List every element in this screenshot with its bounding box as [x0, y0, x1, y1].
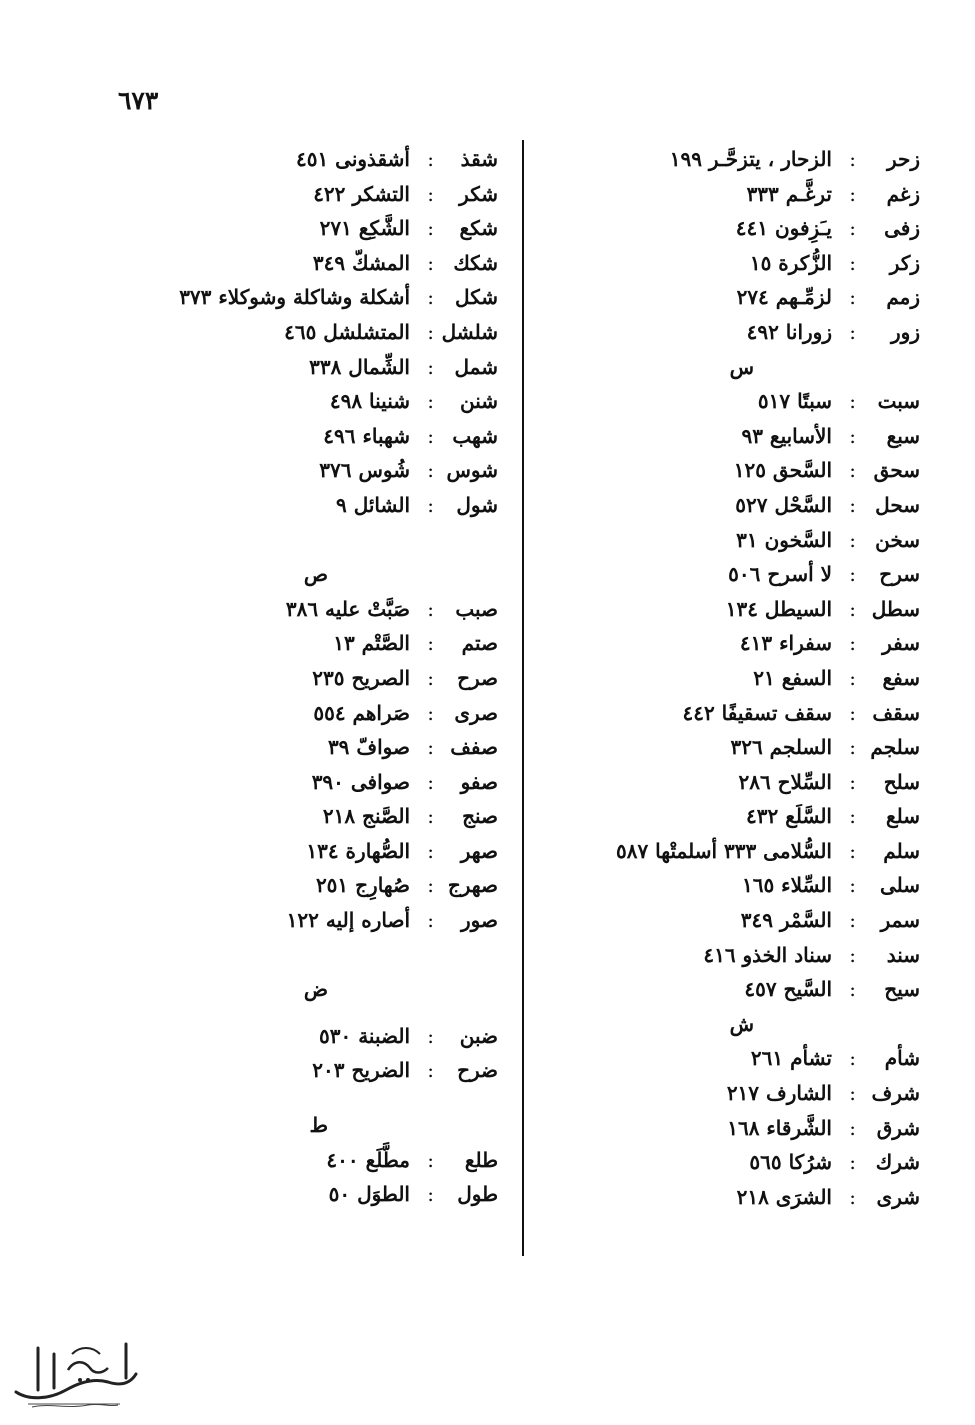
index-row — [540, 557, 920, 592]
index-row — [540, 938, 920, 973]
entry-text: شرُكا ٥٦٥ — [749, 1150, 832, 1175]
entry-text: السُّلامى ٣٣٣ أسلمتْها ٥٨٧ — [615, 838, 832, 863]
entry-text: الصَّتْم ١٣ — [333, 631, 410, 656]
entry-text: السيطل ١٣٤ — [725, 596, 832, 621]
colon-separator: : — [849, 181, 856, 206]
index-group-sin — [540, 384, 920, 1007]
colon-separator: : — [427, 492, 434, 517]
index-row — [540, 834, 920, 869]
entry-text: الصريح ٢٣٥ — [312, 665, 410, 690]
root-word: شكع — [459, 216, 498, 241]
index-row — [540, 280, 920, 315]
colon-separator: : — [427, 596, 434, 621]
index-row — [130, 488, 498, 523]
root-word: صفف — [450, 735, 498, 760]
colon-separator: : — [427, 319, 434, 344]
index-row — [130, 834, 498, 869]
colon-separator: : — [849, 838, 856, 863]
entry-text: الزُّكرة ١٥ — [749, 250, 832, 275]
entry-text: السَّحْل ٥٢٧ — [735, 492, 832, 517]
colon-separator: : — [427, 735, 434, 760]
colon-separator: : — [849, 319, 856, 344]
root-word: شرك — [875, 1150, 920, 1175]
colon-separator: : — [849, 700, 856, 725]
index-group-shin — [540, 1041, 920, 1214]
root-word: سحق — [873, 458, 920, 483]
page-number: ٦٧٣ — [118, 86, 159, 115]
spacer — [130, 1088, 498, 1108]
root-word: زكر — [889, 250, 920, 275]
root-word: سلى — [879, 873, 920, 898]
entry-text: سفراء ٤١٣ — [739, 631, 832, 656]
entry-text: الشارف ٢١٧ — [726, 1081, 832, 1106]
colon-separator: : — [849, 735, 856, 760]
root-word: شأم — [884, 1046, 920, 1071]
entry-text: السَّحق ١٢٥ — [733, 458, 832, 483]
entry-text: التشكر ٤٢٢ — [313, 181, 410, 206]
root-word: سفر — [882, 631, 920, 656]
index-row — [540, 523, 920, 558]
root-word: شلشل — [441, 319, 498, 344]
index-group-sad — [130, 592, 498, 938]
colon-separator: : — [849, 389, 856, 414]
root-word: زمم — [886, 285, 920, 310]
colon-separator: : — [849, 1081, 856, 1106]
entry-text: شهباء ٤٩٦ — [323, 423, 410, 448]
entry-text: صَراهم ٥٥٤ — [313, 700, 410, 725]
colon-separator: : — [427, 389, 434, 414]
index-row — [130, 592, 498, 627]
index-row — [540, 903, 920, 938]
root-word: ضبن — [459, 1023, 498, 1048]
root-word: سرح — [879, 562, 920, 587]
root-word: شرى — [876, 1184, 920, 1209]
colon-separator: : — [849, 527, 856, 552]
root-word: شرف — [871, 1081, 920, 1106]
index-row — [540, 626, 920, 661]
root-word: سلم — [883, 838, 920, 863]
entry-text: لزمِّـهم ٢٧٤ — [736, 285, 832, 310]
colon-separator: : — [427, 216, 434, 241]
root-word: شوس — [446, 458, 498, 483]
entry-text: الشائل ٩ — [335, 492, 410, 517]
root-word: سقف — [872, 700, 920, 725]
entry-text: السلجم ٣٢٦ — [730, 735, 832, 760]
spacer — [130, 523, 498, 558]
root-word: صنج — [462, 804, 498, 829]
entry-text: شنينا ٤٩٨ — [329, 389, 410, 414]
colon-separator: : — [849, 942, 856, 967]
right-column — [540, 142, 920, 1214]
index-row — [540, 315, 920, 350]
index-row — [130, 177, 498, 212]
colon-separator: : — [849, 769, 856, 794]
colon-separator: : — [427, 665, 434, 690]
index-row — [130, 453, 498, 488]
index-row — [130, 211, 498, 246]
entry-text: المتشلشل ٤٦٥ — [284, 319, 410, 344]
index-row — [130, 661, 498, 696]
index-row — [540, 1041, 920, 1076]
entry-text: الصُّهارة ١٣٤ — [306, 838, 410, 863]
colon-separator: : — [427, 804, 434, 829]
index-row — [540, 799, 920, 834]
entry-text: صَبَّتْ عليه ٣٨٦ — [285, 596, 410, 621]
entry-text: السَّخون ٣١ — [736, 527, 832, 552]
column-divider — [522, 140, 524, 1256]
index-row — [130, 1019, 498, 1054]
index-row — [540, 211, 920, 246]
colon-separator: : — [849, 458, 856, 483]
root-word: طول — [457, 1182, 498, 1207]
entry-text: صُهارِج ٢٥١ — [315, 873, 410, 898]
entry-text: الطوَل ٥٠ — [328, 1182, 410, 1207]
entry-text: الضبنة ٥٣٠ — [319, 1023, 410, 1048]
root-word: زفى — [884, 216, 920, 241]
entry-text: السَّمْر ٣٤٩ — [740, 908, 832, 933]
entry-text: الأسابيع ٩٣ — [741, 423, 832, 448]
index-row — [540, 142, 920, 177]
entry-text: سناد الخذو ٤١٦ — [703, 942, 832, 967]
index-group-z — [540, 142, 920, 350]
root-word: طلع — [464, 1147, 498, 1172]
colon-separator: : — [427, 1182, 434, 1207]
colon-separator: : — [849, 492, 856, 517]
root-word: صتم — [461, 631, 498, 656]
root-word: صفو — [460, 769, 498, 794]
letter-heading-sad: ص — [303, 562, 328, 587]
root-word: سلح — [883, 769, 920, 794]
entry-text: تشأم ٢٦١ — [750, 1046, 832, 1071]
colon-separator: : — [427, 285, 434, 310]
root-word: زغم — [886, 181, 920, 206]
index-row — [540, 868, 920, 903]
colon-separator: : — [427, 838, 434, 863]
colon-separator: : — [849, 423, 856, 448]
index-row — [130, 280, 498, 315]
root-word: سطل — [871, 596, 920, 621]
colon-separator: : — [849, 665, 856, 690]
index-row — [540, 1145, 920, 1180]
entry-text: سقف تسقيفًا ٤٤٢ — [682, 700, 832, 725]
colon-separator: : — [427, 1023, 434, 1048]
index-row — [130, 868, 498, 903]
index-row — [540, 453, 920, 488]
index-row — [540, 1111, 920, 1146]
colon-separator: : — [427, 769, 434, 794]
colon-separator: : — [849, 631, 856, 656]
entry-text: يـَزِفون ٤٤١ — [735, 216, 832, 241]
entry-text: ترغَّـم ٣٣٣ — [746, 181, 832, 206]
colon-separator: : — [427, 908, 434, 933]
root-word: شرق — [876, 1115, 920, 1140]
root-word: سيح — [884, 977, 920, 1002]
index-row — [130, 246, 498, 281]
colon-separator: : — [849, 908, 856, 933]
root-word: صبب — [455, 596, 498, 621]
colon-separator: : — [849, 1150, 856, 1175]
root-word: ضرح — [457, 1058, 498, 1083]
root-word: سلجم — [870, 735, 920, 760]
index-row — [540, 419, 920, 454]
entry-text: لا أسرح ٥٠٦ — [728, 562, 832, 587]
root-word: صور — [461, 908, 498, 933]
root-word: سبع — [886, 423, 920, 448]
index-row — [540, 661, 920, 696]
root-word: زور — [891, 319, 920, 344]
index-row — [540, 1180, 920, 1215]
index-row — [130, 626, 498, 661]
index-row — [540, 177, 920, 212]
entry-text: سبتًا ٥١٧ — [757, 389, 832, 414]
root-word: شكك — [453, 250, 498, 275]
colon-separator: : — [427, 1147, 434, 1172]
root-word: صهرج — [447, 873, 498, 898]
colon-separator: : — [849, 804, 856, 829]
entry-text: مطَّلَع ٤٠٠ — [326, 1147, 410, 1172]
entry-text: الصَّنج ٢١٨ — [322, 804, 410, 829]
index-row — [540, 730, 920, 765]
index-row — [130, 384, 498, 419]
colon-separator: : — [427, 873, 434, 898]
root-word: شول — [456, 492, 498, 517]
entry-text: الشَّرقاء ١٦٨ — [727, 1115, 832, 1140]
index-row — [540, 246, 920, 281]
entry-text: السَّيح ٤٥٧ — [744, 977, 832, 1002]
index-row — [130, 142, 498, 177]
colon-separator: : — [427, 1058, 434, 1083]
entry-text: صوافّ ٣٩ — [327, 735, 410, 760]
root-word: سخن — [875, 527, 920, 552]
colon-separator: : — [427, 458, 434, 483]
colon-separator: : — [849, 250, 856, 275]
index-row — [540, 488, 920, 523]
colon-separator: : — [849, 1115, 856, 1140]
colon-separator: : — [849, 1046, 856, 1071]
index-row — [130, 1053, 498, 1088]
entry-text: الشرَى ٢١٨ — [736, 1184, 832, 1209]
index-row — [130, 765, 498, 800]
left-column — [130, 142, 498, 1212]
colon-separator: : — [849, 873, 856, 898]
index-row — [540, 696, 920, 731]
colon-separator: : — [427, 423, 434, 448]
root-word: صرى — [454, 700, 498, 725]
index-row — [130, 1177, 498, 1212]
index-row — [130, 799, 498, 834]
entry-text: السِّلاح ٢٨٦ — [738, 769, 832, 794]
index-group-shin-cont — [130, 142, 498, 523]
index-row — [130, 903, 498, 938]
spacer — [130, 1007, 498, 1019]
index-row — [130, 696, 498, 731]
colon-separator: : — [427, 354, 434, 379]
colon-separator: : — [427, 181, 434, 206]
index-row — [130, 350, 498, 385]
root-word: شكل — [455, 285, 498, 310]
entry-text: أشقذونى ٤٥١ — [295, 147, 410, 171]
colon-separator: : — [427, 631, 434, 656]
root-word: سحل — [875, 492, 920, 517]
root-word: سلع — [885, 804, 920, 829]
letter-heading-ta: ط — [309, 1113, 328, 1138]
entry-text: الشِّمال ٣٣٨ — [309, 354, 410, 379]
index-row — [130, 315, 498, 350]
index-row — [540, 384, 920, 419]
colon-separator: : — [849, 216, 856, 241]
colon-separator: : — [849, 596, 856, 621]
entry-text: أصاره إليه ١٢٢ — [286, 908, 410, 933]
root-word: شنن — [459, 389, 498, 414]
root-word: شهب — [452, 423, 498, 448]
index-row — [540, 1076, 920, 1111]
entry-text: شُوس ٣٧٦ — [319, 458, 410, 483]
root-word: صهر — [460, 838, 498, 863]
colon-separator: : — [427, 700, 434, 725]
library-seal-icon — [8, 1330, 143, 1410]
entry-text: أشكلة وشاكلة وشوكلاء ٣٧٣ — [179, 285, 410, 310]
root-word: شمل — [454, 354, 498, 379]
index-row — [130, 1143, 498, 1178]
root-word: سبت — [877, 389, 920, 414]
spacer — [130, 938, 498, 973]
letter-heading-sin: س — [729, 354, 754, 379]
index-row — [130, 419, 498, 454]
entry-text: الضريح ٢٠٣ — [312, 1058, 410, 1083]
root-word: شقذ — [460, 147, 498, 171]
index-row — [540, 592, 920, 627]
entry-text: المشكّ ٣٤٩ — [312, 250, 410, 275]
colon-separator: : — [849, 977, 856, 1002]
colon-separator: : — [849, 562, 856, 587]
colon-separator: : — [849, 1184, 856, 1209]
colon-separator: : — [427, 250, 434, 275]
letter-heading-shin: ش — [729, 1011, 754, 1036]
entry-text: السِّلاء ١٦٥ — [741, 873, 832, 898]
colon-separator: : — [427, 147, 434, 171]
root-word: سمر — [880, 908, 920, 933]
root-word: شكر — [459, 181, 498, 206]
entry-text: الزحار ، يتزحَّـر ١٩٩ — [669, 147, 832, 171]
index-row — [130, 730, 498, 765]
colon-separator: : — [849, 285, 856, 310]
index-group-ta — [130, 1143, 498, 1212]
entry-text: السفع ٢١ — [753, 665, 832, 690]
index-row — [540, 765, 920, 800]
letter-heading-dad: ض — [303, 977, 328, 1002]
colon-separator: : — [849, 147, 856, 171]
index-row — [540, 972, 920, 1007]
root-word: سفع — [882, 665, 920, 690]
entry-text: زورانا ٤٩٢ — [746, 319, 832, 344]
entry-text: الشَّكِع ٢٧١ — [319, 216, 410, 241]
entry-text: صوافى ٣٩٠ — [311, 769, 410, 794]
root-word: زحر — [886, 147, 920, 171]
root-word: سند — [886, 942, 920, 967]
index-group-dad — [130, 1019, 498, 1088]
root-word: صرح — [457, 665, 498, 690]
entry-text: السَّلَع ٤٣٢ — [746, 804, 832, 829]
